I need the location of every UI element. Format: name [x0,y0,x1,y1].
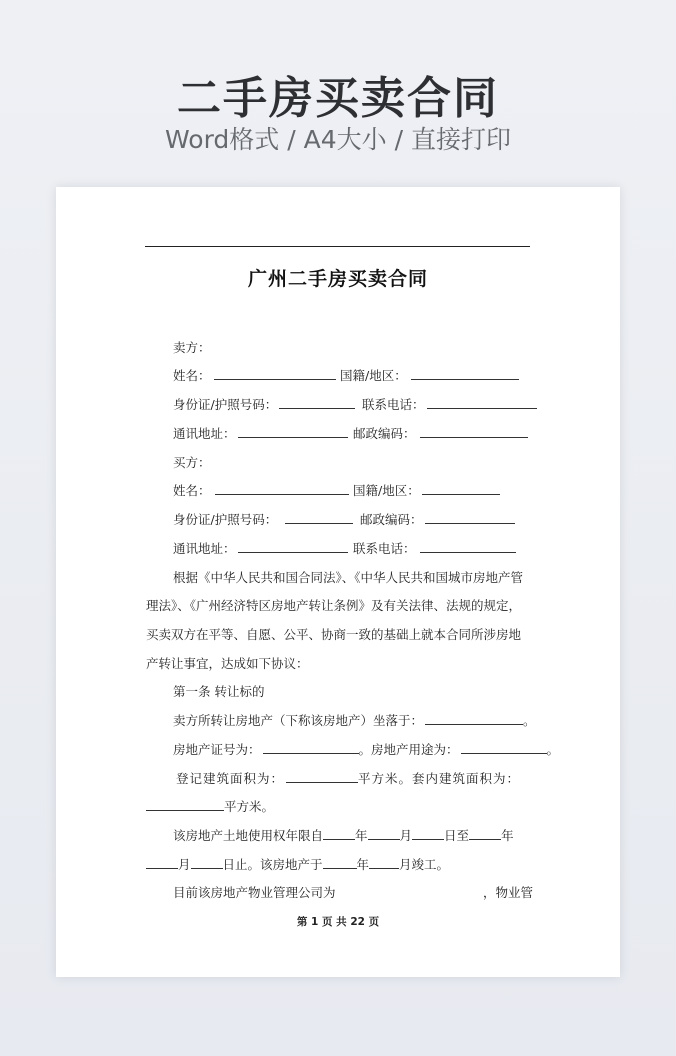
land-term-row-2 [146,857,449,873]
buyer-postcode-row [360,512,515,528]
seller-address-row [173,426,348,442]
seller-phone-blank [427,397,537,409]
completion-year-text: 年 [356,857,370,872]
seller-nationality-label: 国籍/地区： [340,368,407,383]
cert-label: 房地产证号为： [173,742,261,757]
day-to-text: 日至 [444,828,470,843]
seller-nationality-row [340,368,519,384]
location-period: 。 [523,713,536,728]
start-day-blank [412,828,444,840]
seller-name-row [173,368,336,384]
buyer-address-row [173,541,348,557]
buyer-address-blank [238,541,348,553]
basis-line-4: 产转让事宜，达成如下协议： [146,656,309,671]
location-label: 卖方所转让房地产（下称该房地产）坐落于： [173,713,424,728]
buyer-name-row [173,483,349,499]
header-rule [145,246,530,247]
end-year-blank [469,828,501,840]
completion-year-blank [323,857,357,869]
seller-heading: 卖方： [173,340,211,355]
buyer-id-label: 身份证/护照号码： [173,512,278,527]
start-month-text: 月 [399,828,413,843]
buyer-id-row [173,512,353,528]
area-label: 登记建筑面积为： [176,771,285,786]
day-end-text: 日止。该房地产于 [222,857,323,872]
promo-subtitle: Word格式 / A4大小 / 直接打印 [165,125,511,154]
buyer-phone-blank [420,541,516,553]
cert-row [173,742,559,758]
buyer-address-label: 通讯地址： [173,541,236,556]
buyer-postcode-label: 邮政编码： [360,512,423,527]
basis-line-1: 根据《中华人民共和国合同法》、《中华人民共和国城市房地产管 [173,570,524,585]
document-title: 广州二手房买卖合同 [247,268,428,290]
location-blank [425,713,523,725]
basis-line-3: 买卖双方在平等、自愿、公平、协商一致的基础上就本合同所涉房地 [146,627,522,642]
promo-title: 二手房买卖合同 [177,73,499,124]
start-year-blank [323,828,355,840]
buyer-phone-row [353,541,516,557]
buyer-name-blank [215,483,349,495]
usage-label: 。房地产用途为： [358,742,459,757]
property-mgmt-label: 目前该房地产物业管理公司为 [173,885,336,900]
area-unit: 平方米。 [224,799,275,814]
completed-text: 月竣工。 [399,857,450,872]
seller-address-blank [238,426,348,438]
start-year-text: 年 [355,828,368,843]
seller-nationality-blank [411,368,519,380]
inner-area-row [146,799,274,815]
area-row [176,771,520,787]
article-1-heading: 第一条 转让标的 [173,684,265,699]
usage-blank [461,742,547,754]
buyer-postcode-blank [425,512,515,524]
buyer-nationality-label: 国籍/地区： [353,483,420,498]
area-blank [286,771,358,783]
buyer-heading: 买方： [173,455,211,470]
seller-phone-label: 联系电话： [362,397,425,412]
usage-period: 。 [546,742,560,757]
seller-id-label: 身份证/护照号码： [173,397,278,412]
document-page [56,187,620,977]
seller-id-row [173,397,355,413]
seller-postcode-label: 邮政编码： [353,426,416,441]
buyer-nationality-row [353,483,500,499]
seller-id-blank [279,397,355,409]
land-term-label: 该房地产土地使用权年限自 [173,828,324,843]
end-day-blank [191,857,223,869]
completion-month-blank [369,857,399,869]
buyer-phone-label: 联系电话： [353,541,416,556]
buyer-id-blank [285,512,353,524]
basis-line-2: 理法》、《广州经济特区房地产转让条例》及有关法律、法规的规定， [146,598,522,613]
end-month-blank [146,857,178,869]
location-row [173,713,536,729]
buyer-name-label: 姓名： [173,483,211,498]
seller-postcode-row [353,426,528,442]
end-month-text: 月 [178,857,191,872]
area-inner-label: 平方米。套内建筑面积为： [358,771,521,786]
seller-postcode-blank [420,426,528,438]
inner-area-blank [146,799,224,811]
cert-blank [263,742,359,754]
buyer-nationality-blank [422,483,500,495]
land-term-row-1 [173,828,514,844]
seller-name-label: 姓名： [173,368,211,383]
seller-phone-row [362,397,537,413]
start-month-blank [368,828,400,840]
page-footer: 第 1 页 共 22 页 [296,916,380,928]
end-year-text: 年 [501,828,514,843]
seller-name-blank [214,368,336,380]
property-mgmt-tail: ，物业管 [483,885,534,900]
seller-address-label: 通讯地址： [173,426,236,441]
